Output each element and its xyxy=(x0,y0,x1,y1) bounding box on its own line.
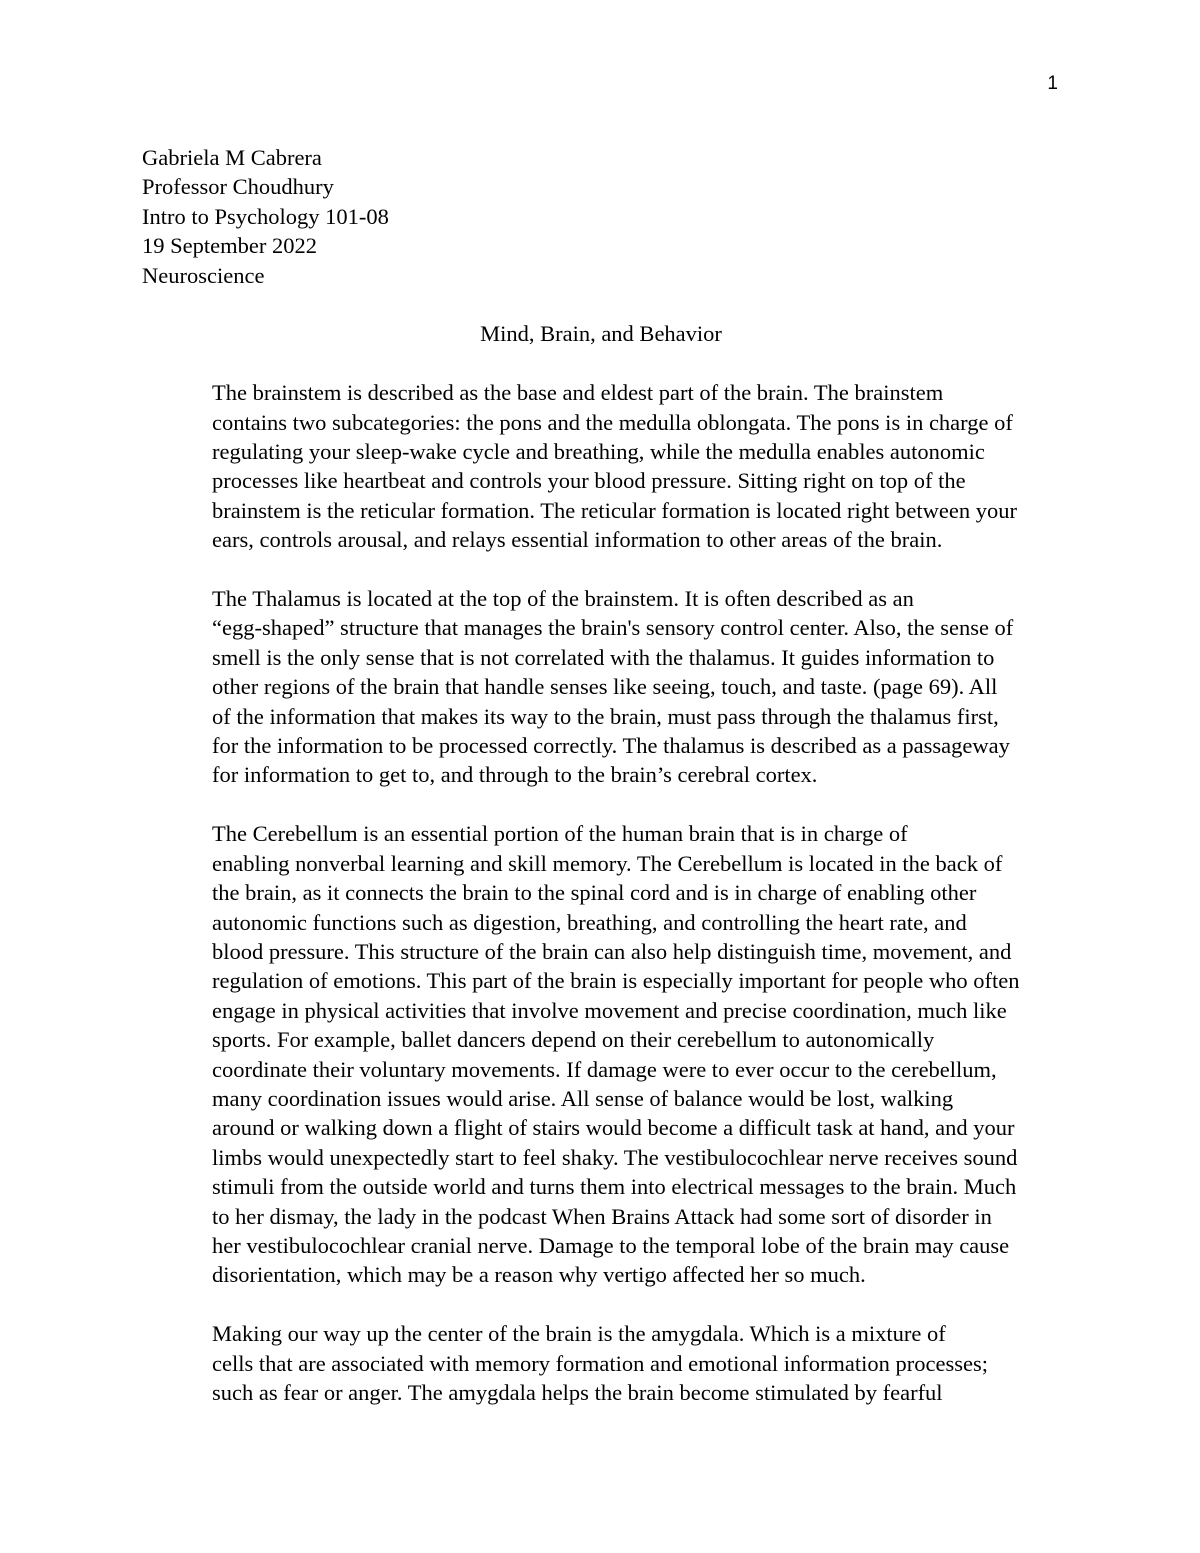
paragraph-line: The Thalamus is located at the top of the brainstem. It is often described as an xyxy=(212,586,914,612)
paragraph-line: around or walking down a flight of stairs would become a difficult task at hand, and your xyxy=(212,1115,1015,1141)
paragraph-line: blood pressure. This structure of the brain can also help distinguish time, movement, and xyxy=(212,938,1012,964)
course-name: Intro to Psychology 101-08 xyxy=(142,203,389,229)
student-name: Gabriela M Cabrera xyxy=(142,145,322,170)
paragraph-line: engage in physical activities that involve movement and precise coordination, much like xyxy=(212,997,1007,1023)
paragraph-line: enabling nonverbal learning and skill memory. The Cerebellum is located in the back of xyxy=(212,850,1003,876)
paragraph-line: for the information to be processed correctly. The thalamus is described as a passageway xyxy=(212,733,1010,759)
paragraph-line: many coordination issues would arise. All sense of balance would be lost, walking xyxy=(212,1085,954,1111)
paragraph-line: for information to get to, and through to the brain’s cerebral cortex. xyxy=(212,762,818,788)
paragraph-line: such as fear or anger. The amygdala helps the brain become stimulated by fearful xyxy=(212,1379,943,1405)
paragraph-line: sports. For example, ballet dancers depend on their cerebellum to autonomically xyxy=(212,1027,935,1053)
paragraph-line: her vestibulocochlear cranial nerve. Damage to the temporal lobe of the brain may cause xyxy=(212,1232,1010,1258)
paragraph-line: autonomic functions such as digestion, breathing, and controlling the heart rate, and xyxy=(212,909,967,935)
essay-paragraphs xyxy=(142,378,1060,1407)
paragraph-brainstem xyxy=(142,378,1060,554)
paragraph-line: “egg-shaped” structure that manages the brain's sensory control center. Also, the sense of xyxy=(212,615,1014,641)
paragraph-line: processes like heartbeat and controls your blood pressure. Sitting right on top of the xyxy=(212,468,966,494)
paragraph-line: The brainstem is described as the base and eldest part of the brain. The brainstem xyxy=(212,380,944,406)
paragraph-thalamus xyxy=(142,584,1060,790)
paragraph-line: other regions of the brain that handle senses like seeing, touch, and taste. (page 69). All xyxy=(212,674,998,700)
paragraph-line: smell is the only sense that is not correlated with the thalamus. It guides information to xyxy=(212,644,995,670)
paragraph-line: regulating your sleep-wake cycle and breathing, while the medulla enables autonomic xyxy=(212,439,985,465)
document-topic: Neuroscience xyxy=(142,262,265,288)
paragraph-line: stimuli from the outside world and turns them into electrical messages to the brain. Much xyxy=(212,1174,1017,1200)
professor-name: Professor Choudhury xyxy=(142,174,334,200)
page-number: 1 xyxy=(1047,73,1058,94)
paragraph-line: brainstem is the reticular formation. The reticular formation is located right between your xyxy=(212,497,1017,523)
paragraph-line: ears, controls arousal, and relays essential information to other areas of the brain. xyxy=(212,527,943,553)
paragraph-line: of the information that makes its way to the brain, must pass through the thalamus first, xyxy=(212,703,999,729)
paragraph-line: The Cerebellum is an essential portion of the human brain that is in charge of xyxy=(212,821,908,847)
paragraph-cerebellum xyxy=(142,819,1060,1290)
paragraph-line: the brain, as it connects the brain to the spinal cord and is in charge of enabling other xyxy=(212,880,977,906)
paragraph-line: Making our way up the center of the brain is the amygdala. Which is a mixture of xyxy=(212,1321,946,1347)
document-date: 19 September 2022 xyxy=(142,233,317,259)
paragraph-line: limbs would unexpectedly start to feel shaky. The vestibulocochlear nerve receives sound xyxy=(212,1144,1018,1170)
paragraph-line: coordinate their voluntary movements. If damage were to ever occur to the cerebellum, xyxy=(212,1056,997,1082)
essay-title: Mind, Brain, and Behavior xyxy=(480,321,722,347)
paragraph-line: contains two subcategories: the pons and the medulla oblongata. The pons is in charge of xyxy=(212,409,1013,435)
paragraph-line: cells that are associated with memory formation and emotional information processes; xyxy=(212,1350,989,1376)
mla-header xyxy=(142,143,1060,290)
paragraph-line: disorientation, which may be a reason why vertigo affected her so much. xyxy=(212,1262,866,1288)
paragraph-line: regulation of emotions. This part of the brain is especially important for people who often xyxy=(212,968,1020,994)
document-body xyxy=(142,143,1060,1407)
paragraph-amygdala xyxy=(142,1319,1060,1407)
paragraph-line: to her dismay, the lady in the podcast When Brains Attack had some sort of disorder in xyxy=(212,1203,992,1229)
